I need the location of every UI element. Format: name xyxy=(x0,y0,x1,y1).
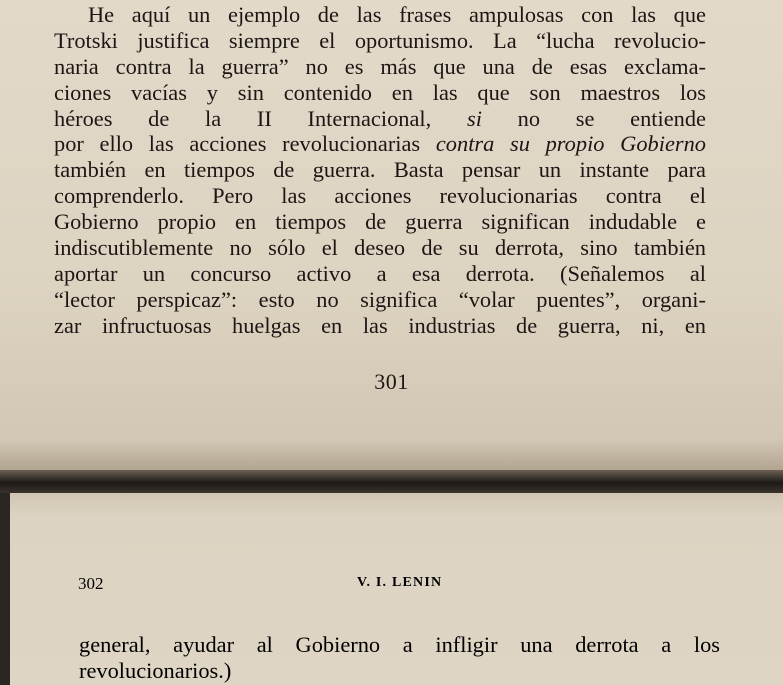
page-number: 302 xyxy=(78,574,104,593)
text-line: general, ayudar al Gobierno a infligir una derrota a los xyxy=(79,632,720,657)
text-line: “lector perspicaz”: esto no significa “volar puentes”, organi- xyxy=(54,286,706,312)
italic-segment: si xyxy=(466,105,482,131)
text-line: ciones vacías y sin contenido en las que son maestros los xyxy=(54,79,706,105)
text-line: aportar un concurso activo a esa derrota. (Señalemos al xyxy=(54,260,706,286)
text-line: He aquí un ejemplo de las frases ampulosas con las que xyxy=(88,2,706,27)
running-head xyxy=(0,574,783,596)
page-number: 301 xyxy=(374,369,409,394)
text-line: Trotski justifica siempre el oportunismo. La “lucha revolucio- xyxy=(54,27,706,53)
text-line: también en tiempos de guerra. Basta pensar un instante para xyxy=(54,157,706,183)
body-text-302 xyxy=(79,632,720,684)
text-line: naria contra la guerra” no es más que una de esas exclama- xyxy=(54,53,706,79)
text-line: revolucionarios.) xyxy=(79,657,232,683)
text-line: zar infructuosas huelgas en las industrias de guerra, ni, en xyxy=(54,312,706,338)
italic-segment: contra su propio Gobierno xyxy=(435,131,707,157)
text-segment: no se entiende xyxy=(517,105,706,131)
page-gap xyxy=(0,470,783,493)
text-line-mixed xyxy=(54,131,706,157)
text-line: Gobierno propio en tiempos de guerra significan indudable e xyxy=(54,209,706,235)
text-line: comprenderlo. Pero las acciones revolucionarias contra el xyxy=(54,183,706,209)
body-text-301 xyxy=(54,2,706,339)
text-segment: por ello las acciones revolucionarias xyxy=(54,131,421,157)
text-line-mixed xyxy=(54,106,706,132)
text-line: indiscutiblemente no sólo el deseo de su derrota, sino también xyxy=(54,235,706,261)
running-head-author: V. I. LENIN xyxy=(357,575,443,590)
text-segment: héroes de la II Internacional, xyxy=(54,105,432,131)
